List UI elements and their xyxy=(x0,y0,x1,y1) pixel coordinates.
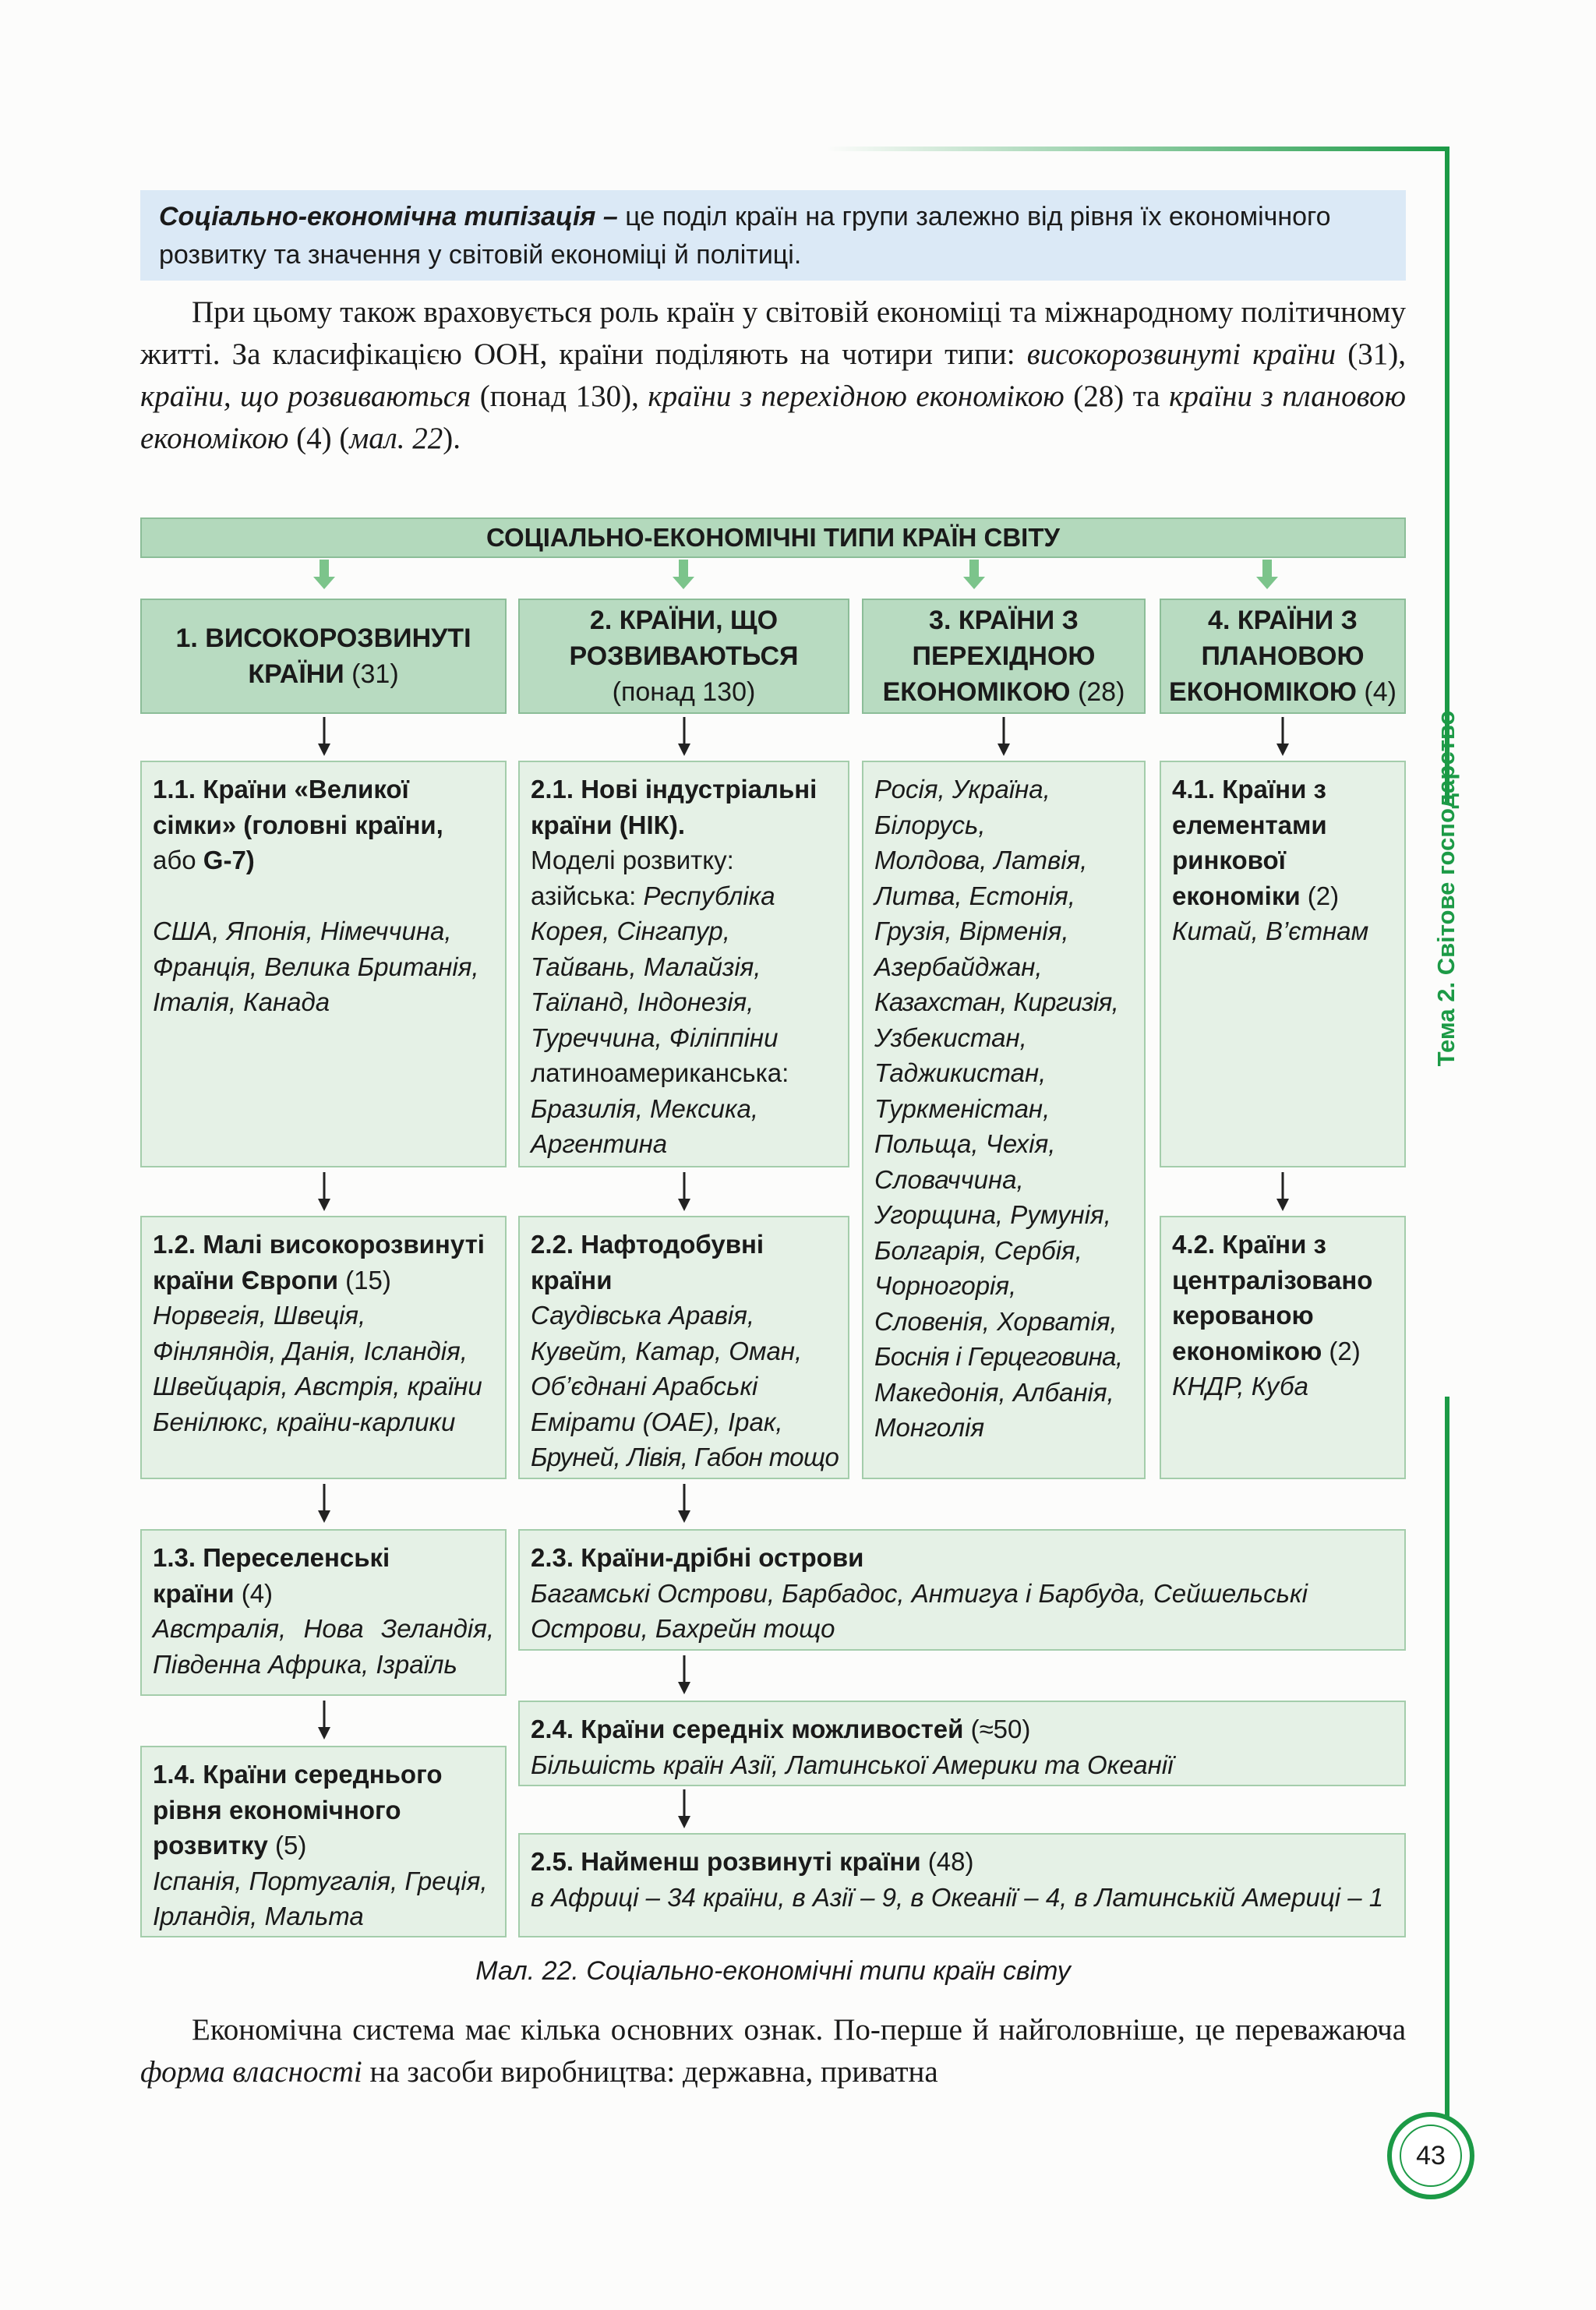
definition-term: Соціально-економічна типізація – xyxy=(159,202,618,231)
box-1-4: 1.4. Країни середнього рівня економічного розвитку (5) Іспанія, Португалія, Греція, Ірландія, Мальта xyxy=(140,1746,507,1937)
arrow-down-icon xyxy=(313,560,335,589)
arrow-down-icon xyxy=(309,717,340,756)
box-1-3: 1.3. Переселенські країни (4) Австралія, Нова Зеландія, Південна Африка, Ізраїль xyxy=(140,1529,507,1696)
arrow-down-icon xyxy=(988,717,1019,756)
type-1-header: 1. ВИСОКОРОЗВИНУТІ КРАЇНИ (31) xyxy=(140,599,507,714)
page-number: 43 xyxy=(1387,2112,1474,2199)
arrow-down-icon xyxy=(669,717,700,756)
intro-paragraph: При цьому також враховується роль країн у світовій економіці та міжнародному політичному житті. За класифікацією ООН, країни поділяють на чотири типи: високорозвинуті країни (31), країни, що розвиваються (понад 130), країни з перехідною економікою (28) та країни з плановою економікою (4) (мал. 22). xyxy=(140,295,1407,455)
box-2-2: 2.2. Нафтодобувні країни Саудівська Аравія, Кувейт, Катар, Оман, Об’єднані Арабські Емірати (ОАЕ), Ірак, Бруней, Лівія, Габон тощо xyxy=(518,1216,849,1479)
box-1-2: 1.2. Малі високорозвинуті країни Європи (15) Норвегія, Швеція, Фінляндія, Данія, Ісландія, Швейцарія, Австрія, країни Бенілюкс, країни-карлики xyxy=(140,1216,507,1479)
side-decorative-line xyxy=(1445,1397,1449,2118)
side-decorative-line xyxy=(1445,147,1449,804)
box-4-2: 4.2. Країни з централізовано керованою економікою (2) КНДР, Куба xyxy=(1160,1216,1406,1479)
definition-text: це поділ країн на групи залежно від рівня їх економічного розвитку та значення у світовій економіці й політиці. xyxy=(159,202,1331,270)
figure-caption: Мал. 22. Соціально-економічні типи країн світу xyxy=(475,1956,1071,1986)
box-2-1: 2.1. Нові індустріальні країни (НІК). Моделі розвитку: азійська: Республіка Корея, Сінгапур, Тайвань, Малайзія, Таїланд, Індонезія, Туреччина, Філіппіни латиноамериканська: Бразилія, Мексика, Аргентина xyxy=(518,761,849,1167)
type-3-header: 3. КРАЇНИ З ПЕРЕХІДНОЮ ЕКОНОМІКОЮ (28) xyxy=(862,599,1146,714)
arrow-down-icon xyxy=(1267,717,1298,756)
arrow-down-icon xyxy=(963,560,985,589)
arrow-down-icon xyxy=(669,1655,700,1694)
arrow-down-icon xyxy=(1256,560,1278,589)
arrow-down-icon xyxy=(669,1789,700,1828)
arrow-down-icon xyxy=(673,560,694,589)
top-decorative-line xyxy=(826,147,1449,151)
definition-box xyxy=(140,190,1406,281)
diagram-title: СОЦІАЛЬНО-ЕКОНОМІЧНІ ТИПИ КРАЇН СВІТУ xyxy=(140,517,1406,558)
box-3: Росія, Україна, Білорусь, Молдова, Латвія, Литва, Естонія, Грузія, Вірменія, Азербайджан, Казахстан, Киргизія, Узбекистан, Таджикистан, Туркменістан, Польща, Чехія, Словаччина, Угорщина, Румунія, Болгарія, Сербія, Чорногорія, Словенія, Хорватія, Боснія і Герцеговина, Македонія, Албанія, Монголія xyxy=(862,761,1146,1479)
arrow-down-icon xyxy=(309,1484,340,1523)
arrow-down-icon xyxy=(309,1172,340,1211)
box-1-1: 1.1. Країни «Великої сімки» (головні країни, або G-7) США, Японія, Німеччина, Франція, Велика Британія, Італія, Канада xyxy=(140,761,507,1167)
box-2-4: 2.4. Країни середніх можливостей (≈50) Більшість країн Азії, Латинської Америки та Океанії xyxy=(518,1701,1406,1786)
box-2-5: 2.5. Найменш розвинуті країни (48) в Африці – 34 країни, в Азії – 9, в Океанії – 4, в Латинській Америці – 1 xyxy=(518,1833,1406,1937)
arrow-down-icon xyxy=(309,1701,340,1740)
arrow-down-icon xyxy=(669,1172,700,1211)
type-2-header: 2. КРАЇНИ, ЩО РОЗВИВАЮТЬСЯ (понад 130) xyxy=(518,599,849,714)
box-2-3: 2.3. Країни-дрібні острови Багамські Острови, Барбадос, Антигуа і Барбуда, Сейшельські Острови, Бахрейн тощо xyxy=(518,1529,1406,1651)
closing-paragraph: Економічна система має кілька основних ознак. По-перше й найголовніше, це переважаюча форма власності на засоби виробництва: державна, приватна xyxy=(140,2013,1406,2089)
arrow-down-icon xyxy=(1267,1172,1298,1211)
arrow-down-icon xyxy=(669,1484,700,1523)
box-4-1: 4.1. Країни з елементами ринкової економіки (2) Китай, В’єтнам xyxy=(1160,761,1406,1167)
type-4-header: 4. КРАЇНИ З ПЛАНОВОЮ ЕКОНОМІКОЮ (4) xyxy=(1160,599,1406,714)
